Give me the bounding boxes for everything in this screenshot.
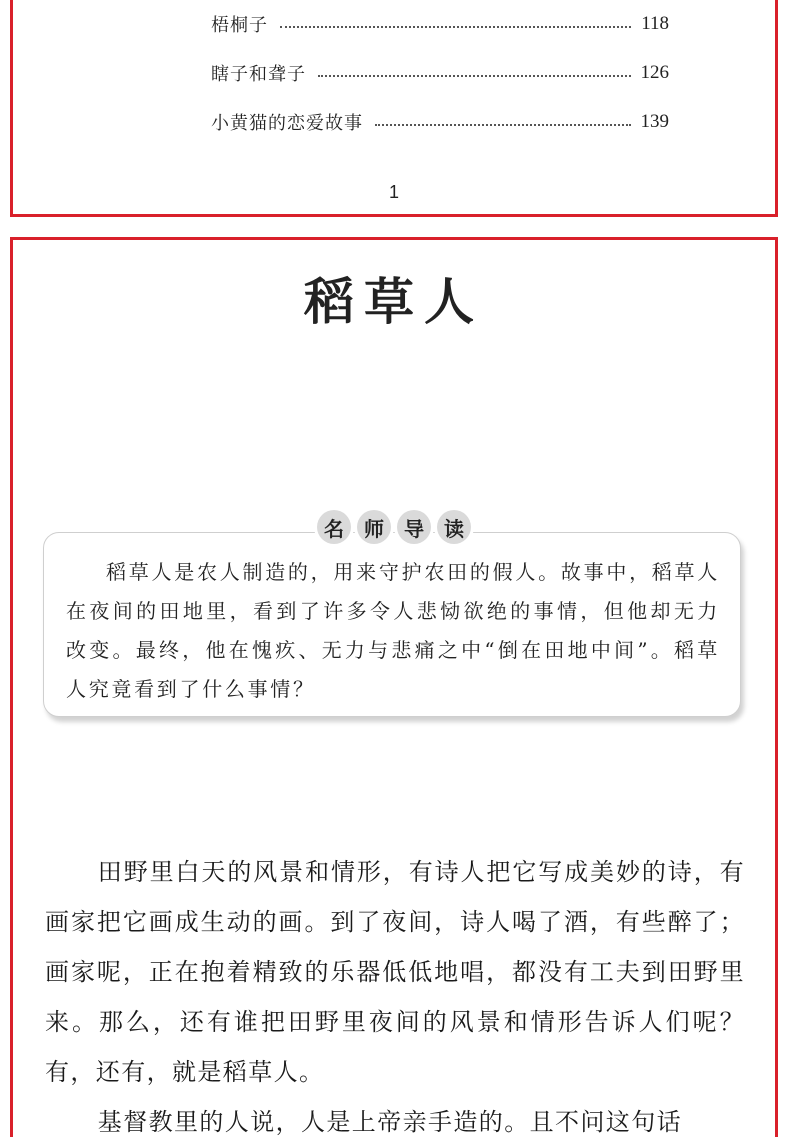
body-paragraph: 基督教里的人说，人是上帝亲手造的。且不问这句话 xyxy=(97,1108,682,1136)
guide-heading-char: 读 xyxy=(437,510,471,544)
toc-entry-page: 118 xyxy=(641,13,669,34)
chapter-title: 稻草人 xyxy=(304,273,484,331)
teacher-guide-box xyxy=(43,532,741,717)
chapter-body xyxy=(45,847,745,1147)
teacher-guide-heading xyxy=(13,510,775,544)
toc-entry-title: 小黄猫的恋爱故事 xyxy=(211,113,363,134)
toc-entry-page: 139 xyxy=(640,111,669,132)
toc-entry[interactable] xyxy=(211,9,669,39)
page-number: 1 xyxy=(388,182,399,202)
guide-heading-char: 师 xyxy=(357,510,391,544)
toc-leader-dots xyxy=(375,124,631,126)
toc-leader-dots xyxy=(318,75,631,77)
toc-entry-page: 126 xyxy=(640,62,669,83)
toc-entry[interactable] xyxy=(211,58,669,88)
toc-entry[interactable] xyxy=(211,107,669,137)
guide-heading-char: 导 xyxy=(397,510,431,544)
toc-entry-title: 梧桐子 xyxy=(211,15,268,36)
guide-heading-char: 名 xyxy=(317,510,351,544)
toc-entry-title: 瞎子和聋子 xyxy=(211,64,306,85)
teacher-guide-text: 稻草人是农人制造的，用来守护农田的假人。故事中，稻草人在夜间的田地里，看到了许多令人悲恸欲绝的事情，但他却无力改变。最终，他在愧疚、无力与悲痛之中“倒在田地中间”。稻草人究竟看到了什么事情？ xyxy=(66,560,720,701)
toc-leader-dots xyxy=(280,26,631,28)
body-paragraph: 田野里白天的风景和情形，有诗人把它写成美妙的诗，有画家把它画成生动的画。到了夜间，诗人喝了酒，有些醉了；画家呢，正在抱着精致的乐器低低地唱，都没有工夫到田野里来。那么，还有谁把田野里夜间的风景和情形告诉人们呢？有，还有，就是稻草人。 xyxy=(45,858,745,1086)
toc-page-frame xyxy=(10,0,778,217)
chapter-page-frame xyxy=(10,237,778,1137)
